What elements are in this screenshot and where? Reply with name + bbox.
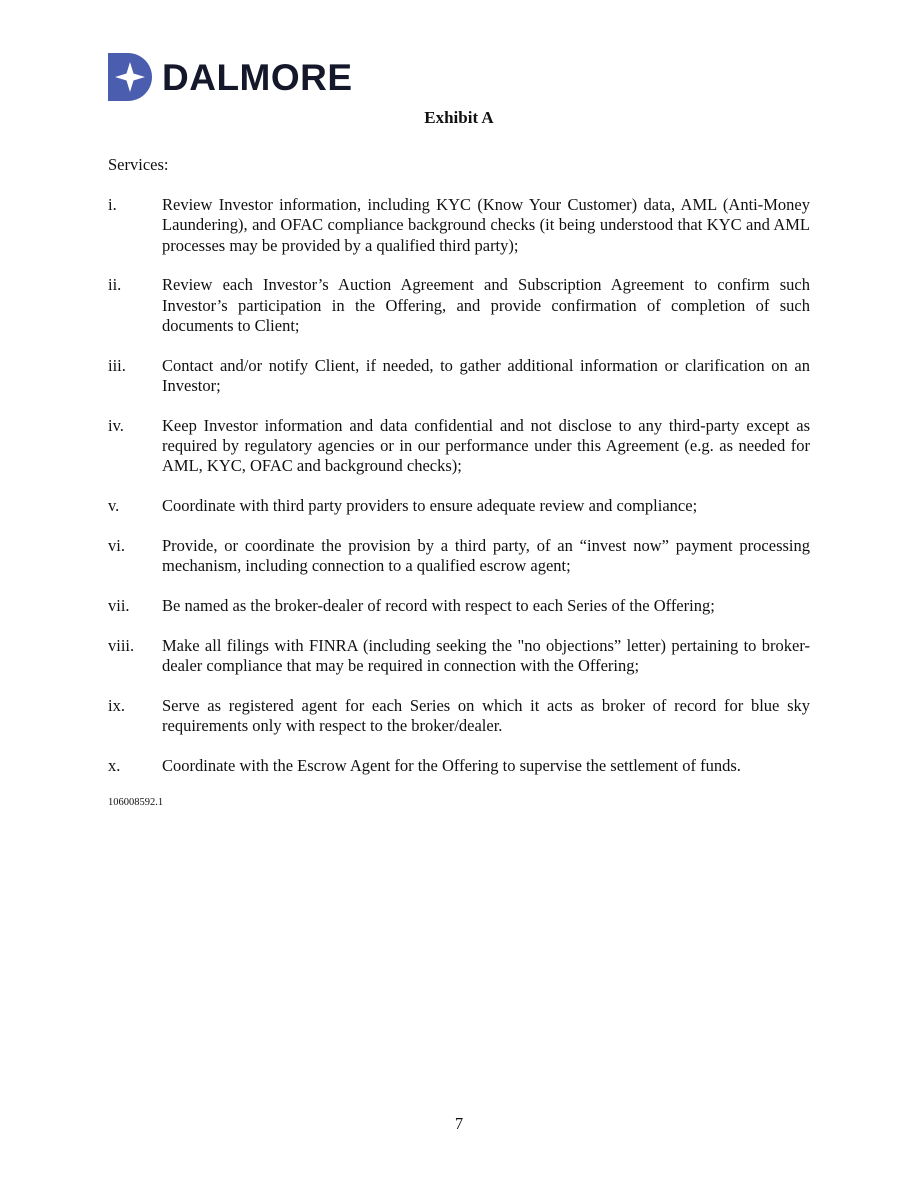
dalmore-logo [108, 52, 353, 102]
item-text: Coordinate with the Escrow Agent for the Offering to supervise the settlement of funds. [162, 756, 741, 776]
list-item [108, 536, 810, 577]
item-text: Provide, or coordinate the provision by a third party, of an “invest now” payment processing mechanism, including connection to a qualified escrow agent; [162, 536, 810, 576]
item-number: ix. [108, 696, 125, 716]
item-number: v. [108, 496, 120, 516]
list-item [108, 195, 810, 256]
list-item [108, 756, 810, 776]
item-number: ii. [108, 275, 122, 295]
item-text: Review Investor information, including KYC (Know Your Customer) data, AML (Anti-Money Laundering), and OFAC compliance background checks (it being understood that KYC and AML processes may be provided by a qualified third party); [162, 195, 810, 255]
item-text: Contact and/or notify Client, if needed, to gather additional information or clarification on an Investor; [162, 355, 810, 396]
dalmore-logo-icon [108, 53, 156, 101]
exhibit-title: Exhibit A [424, 108, 494, 127]
item-number: viii. [108, 635, 135, 655]
item-text: Make all filings with FINRA (including seeking the "no objections” letter) pertaining to broker- dealer compliance that may be required in connection with the Offering; [162, 635, 810, 676]
item-number: x. [108, 756, 121, 776]
list-item [108, 596, 810, 616]
logo-wordmark: DALMORE [162, 56, 353, 98]
page-number: 7 [454, 1114, 464, 1133]
list-item [108, 356, 810, 397]
list-item [108, 696, 810, 737]
item-text: Be named as the broker-dealer of record with respect to each Series of the Offering; [162, 596, 715, 616]
item-number: vi. [108, 536, 125, 556]
item-text: Coordinate with third party providers to ensure adequate review and compliance; [162, 496, 698, 516]
item-number: iii. [108, 355, 126, 375]
item-text: Review each Investor’s Auction Agreement and Subscription Agreement to confirm such Investor’s participation in the Offering, and provide confirmation of completion of such documents to Client; [162, 275, 810, 335]
list-item [108, 636, 810, 677]
list-item [108, 496, 810, 516]
item-number: iv. [108, 415, 124, 435]
item-text: Keep Investor information and data confidential and not disclose to any third-party except as required by regulatory agencies or in our performance under this Agreement (e.g. as needed for AML, KYC, OFAC and background checks); [162, 415, 810, 476]
item-text: Serve as registered agent for each Series on which it acts as broker of record for blue sky requirements only with respect to the broker/dealer. [162, 696, 810, 736]
services-list [108, 195, 810, 796]
document-id: 106008592.1 [108, 797, 164, 808]
services-heading: Services: [108, 155, 169, 174]
item-number: vii. [108, 596, 130, 616]
list-item [108, 275, 810, 336]
list-item [108, 416, 810, 477]
item-number: i. [108, 195, 117, 214]
